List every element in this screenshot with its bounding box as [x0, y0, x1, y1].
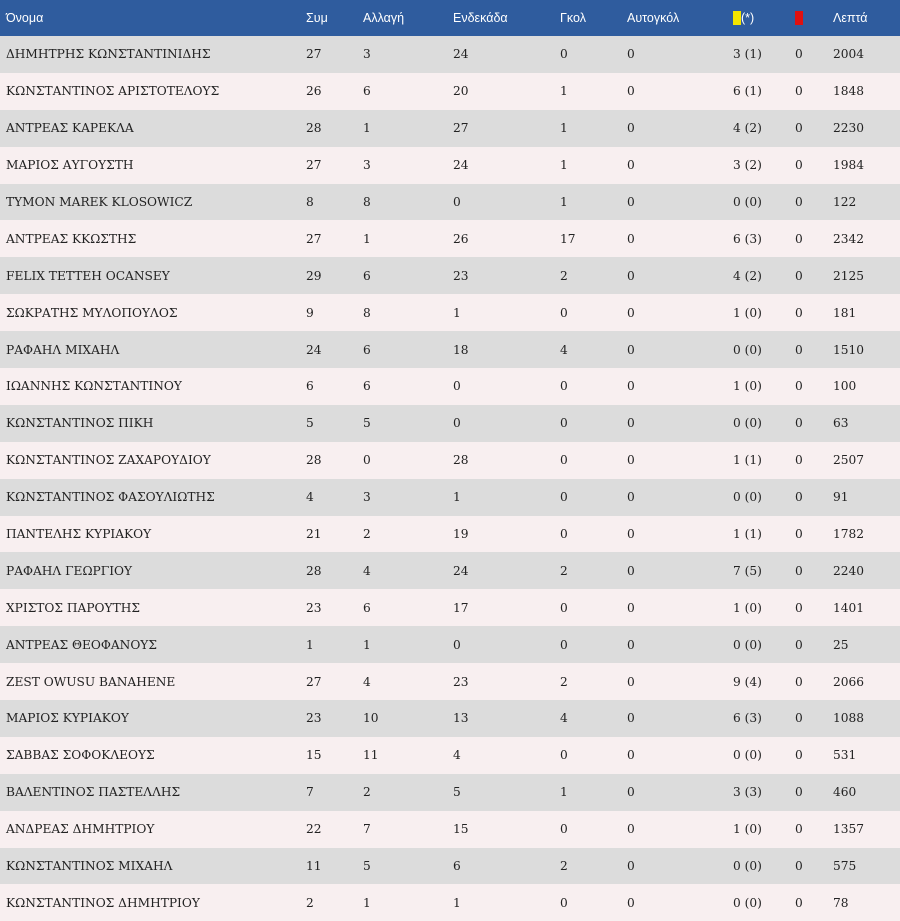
cell-appearances: 26 [306, 84, 322, 99]
cell-name: ΑΝΤΡΕΑΣ ΚΑΡΕΚΛΑ [6, 121, 134, 136]
cell-name: ΔΗΜΗΤΡΗΣ ΚΩΝΣΤΑΝΤΙΝΙΔΗΣ [6, 47, 211, 62]
cell-name: ΑΝΤΡΕΑΣ ΘΕΟΦΑΝΟΥΣ [6, 637, 157, 652]
cell-minutes: 25 [833, 637, 849, 652]
cell-goals: 1 [560, 121, 568, 136]
cell-minutes: 1984 [833, 158, 865, 173]
cell-yellow-cards: 1 (0) [733, 379, 762, 394]
cell-own-goals: 0 [627, 453, 635, 468]
cell-minutes: 1848 [833, 84, 865, 99]
cell-goals: 0 [560, 748, 568, 763]
cell-name: ΣΩΚΡΑΤΗΣ ΜΥΛΟΠΟΥΛΟΣ [6, 305, 178, 320]
cell-yellow-cards: 1 (1) [733, 453, 762, 468]
table-row [0, 73, 900, 110]
table-row [0, 110, 900, 147]
header-minutes[interactable]: Λεπτά [833, 11, 868, 25]
cell-appearances: 6 [306, 379, 314, 394]
cell-appearances: 2 [306, 895, 314, 910]
cell-substitutions: 5 [363, 859, 371, 874]
cell-name: ΜΑΡΙΟΣ ΚΥΡΙΑΚΟΥ [6, 711, 129, 726]
cell-red-cards: 0 [795, 231, 803, 246]
cell-minutes: 460 [833, 785, 857, 800]
cell-own-goals: 0 [627, 822, 635, 837]
cell-starts: 24 [453, 47, 469, 62]
cell-own-goals: 0 [627, 342, 635, 357]
cell-minutes: 575 [833, 859, 857, 874]
cell-starts: 23 [453, 268, 469, 283]
cell-minutes: 1401 [833, 600, 865, 615]
cell-goals: 1 [560, 158, 568, 173]
cell-minutes: 122 [833, 195, 857, 209]
cell-goals: 0 [560, 379, 568, 394]
cell-appearances: 8 [306, 195, 314, 209]
cell-appearances: 29 [306, 268, 322, 283]
header-red-cards[interactable] [795, 0, 833, 36]
cell-yellow-cards: 4 (2) [733, 268, 762, 283]
cell-own-goals: 0 [627, 711, 635, 726]
cell-minutes: 1088 [833, 711, 865, 726]
cell-name: ΚΩΝΣΤΑΝΤΙΝΟΣ ΑΡΙΣΤΟΤΕΛΟΥΣ [6, 84, 220, 99]
cell-yellow-cards: 0 (0) [733, 342, 762, 357]
cell-starts: 23 [453, 674, 469, 689]
table-row [0, 811, 900, 848]
cell-own-goals: 0 [627, 674, 635, 689]
cell-yellow-cards: 0 (0) [733, 416, 762, 431]
cell-goals: 0 [560, 600, 568, 615]
header-goals[interactable]: Γκολ [560, 11, 586, 25]
cell-goals: 4 [560, 711, 568, 726]
cell-goals: 2 [560, 674, 568, 689]
cell-goals: 17 [560, 231, 576, 246]
cell-name: ΠΑΝΤΕΛΗΣ ΚΥΡΙΑΚΟΥ [6, 527, 152, 542]
cell-red-cards: 0 [795, 600, 803, 615]
cell-red-cards: 0 [795, 342, 803, 357]
cell-name: ΚΩΝΣΤΑΝΤΙΝΟΣ ΔΗΜΗΤΡΙΟΥ [6, 895, 200, 910]
table-row [0, 257, 900, 294]
cell-minutes: 2066 [833, 674, 865, 689]
header-substitutions[interactable]: Αλλαγή [363, 11, 405, 25]
cell-name: ΙΩΑΝΝΗΣ ΚΩΝΣΤΑΝΤΙΝΟΥ [6, 379, 182, 394]
cell-substitutions: 1 [363, 895, 371, 910]
cell-name: ΑΝΔΡΕΑΣ ΔΗΜΗΤΡΙΟΥ [6, 822, 155, 837]
cell-yellow-cards: 4 (2) [733, 121, 762, 136]
cell-goals: 0 [560, 895, 568, 910]
cell-starts: 0 [453, 379, 461, 394]
cell-yellow-cards: 1 (0) [733, 305, 762, 320]
cell-yellow-cards: 0 (0) [733, 859, 762, 874]
cell-minutes: 2240 [833, 563, 865, 578]
cell-goals: 2 [560, 563, 568, 578]
cell-own-goals: 0 [627, 305, 635, 320]
cell-substitutions: 2 [363, 785, 371, 800]
cell-yellow-cards: 3 (2) [733, 158, 762, 173]
cell-yellow-cards: 6 (1) [733, 84, 762, 99]
cell-appearances: 7 [306, 785, 314, 800]
cell-own-goals: 0 [627, 195, 635, 209]
cell-substitutions: 3 [363, 158, 371, 173]
cell-goals: 0 [560, 637, 568, 652]
header-starts[interactable]: Ενδεκάδα [453, 11, 508, 25]
yellow-card-icon [733, 11, 741, 25]
cell-red-cards: 0 [795, 527, 803, 542]
cell-minutes: 2342 [833, 231, 865, 246]
cell-starts: 15 [453, 822, 469, 837]
cell-own-goals: 0 [627, 637, 635, 652]
cell-own-goals: 0 [627, 600, 635, 615]
cell-minutes: 78 [833, 895, 849, 910]
cell-own-goals: 0 [627, 158, 635, 173]
cell-goals: 1 [560, 785, 568, 800]
cell-starts: 0 [453, 637, 461, 652]
cell-red-cards: 0 [795, 637, 803, 652]
cell-substitutions: 0 [363, 453, 371, 468]
cell-own-goals: 0 [627, 748, 635, 763]
cell-red-cards: 0 [795, 158, 803, 173]
cell-starts: 0 [453, 416, 461, 431]
cell-appearances: 4 [306, 490, 314, 505]
cell-own-goals: 0 [627, 785, 635, 800]
cell-goals: 0 [560, 47, 568, 62]
cell-red-cards: 0 [795, 748, 803, 763]
cell-name: ΡΑΦΑΗΛ ΜΙΧΑΗΛ [6, 342, 120, 357]
cell-goals: 0 [560, 305, 568, 320]
cell-yellow-cards: 6 (3) [733, 711, 762, 726]
cell-goals: 0 [560, 527, 568, 542]
table-row [0, 737, 900, 774]
cell-substitutions: 6 [363, 600, 371, 615]
table-header-row [0, 0, 900, 36]
cell-own-goals: 0 [627, 121, 635, 136]
cell-minutes: 63 [833, 416, 849, 431]
cell-appearances: 1 [306, 637, 314, 652]
red-card-icon [795, 11, 803, 25]
cell-appearances: 27 [306, 674, 322, 689]
cell-red-cards: 0 [795, 416, 803, 431]
cell-substitutions: 6 [363, 268, 371, 283]
cell-minutes: 1510 [833, 342, 865, 357]
cell-yellow-cards: 0 (0) [733, 748, 762, 763]
cell-appearances: 27 [306, 158, 322, 173]
cell-name: ΑΝΤΡΕΑΣ ΚΚΩΣΤΗΣ [6, 231, 137, 246]
cell-starts: 20 [453, 84, 469, 99]
cell-minutes: 531 [833, 748, 857, 763]
cell-yellow-cards: 1 (1) [733, 527, 762, 542]
cell-appearances: 27 [306, 47, 322, 62]
cell-minutes: 2125 [833, 268, 865, 283]
cell-goals: 2 [560, 859, 568, 874]
cell-own-goals: 0 [627, 416, 635, 431]
cell-appearances: 9 [306, 305, 314, 320]
table-row [0, 36, 900, 73]
cell-goals: 1 [560, 195, 568, 209]
cell-name: ZEST OWUSU BANAHENE [6, 674, 176, 689]
cell-substitutions: 4 [363, 563, 371, 578]
cell-name: ΚΩΝΣΤΑΝΤΙΝΟΣ ΠΙΚΗ [6, 416, 154, 431]
header-name[interactable]: Όνομα [6, 11, 44, 25]
cell-substitutions: 6 [363, 84, 371, 99]
cell-appearances: 21 [306, 527, 322, 542]
cell-name: ΣΑΒΒΑΣ ΣΟΦΟΚΛΕΟΥΣ [6, 748, 155, 763]
cell-starts: 27 [453, 121, 469, 136]
table-row [0, 368, 900, 405]
cell-red-cards: 0 [795, 379, 803, 394]
cell-red-cards: 0 [795, 47, 803, 62]
cell-minutes: 2507 [833, 453, 865, 468]
table-row [0, 848, 900, 885]
cell-goals: 0 [560, 822, 568, 837]
table-row [0, 663, 900, 700]
table-row [0, 626, 900, 663]
cell-substitutions: 3 [363, 47, 371, 62]
cell-own-goals: 0 [627, 47, 635, 62]
table-row [0, 442, 900, 479]
cell-appearances: 23 [306, 711, 322, 726]
cell-yellow-cards: 0 (0) [733, 490, 762, 505]
cell-minutes: 181 [833, 305, 857, 320]
cell-goals: 4 [560, 342, 568, 357]
cell-substitutions: 6 [363, 342, 371, 357]
cell-minutes: 1357 [833, 822, 865, 837]
cell-yellow-cards: 0 (0) [733, 195, 762, 209]
cell-starts: 0 [453, 195, 461, 209]
table-row [0, 220, 900, 257]
cell-starts: 28 [453, 453, 469, 468]
cell-substitutions: 4 [363, 674, 371, 689]
table-row [0, 405, 900, 442]
cell-own-goals: 0 [627, 895, 635, 910]
cell-name: TYMON MAREK KLOSOWICZ [6, 195, 193, 209]
cell-red-cards: 0 [795, 305, 803, 320]
cell-red-cards: 0 [795, 563, 803, 578]
cell-name: ΜΑΡΙΟΣ ΑΥΓΟΥΣΤΗ [6, 158, 134, 173]
header-yellow-cards[interactable] [733, 0, 795, 36]
cell-starts: 24 [453, 563, 469, 578]
cell-appearances: 5 [306, 416, 314, 431]
table-row [0, 774, 900, 811]
cell-appearances: 22 [306, 822, 322, 837]
cell-goals: 0 [560, 490, 568, 505]
table-row [0, 589, 900, 626]
table-row [0, 331, 900, 368]
cell-yellow-cards: 1 (0) [733, 822, 762, 837]
cell-goals: 0 [560, 453, 568, 468]
cell-own-goals: 0 [627, 268, 635, 283]
cell-starts: 26 [453, 231, 469, 246]
cell-yellow-cards: 6 (3) [733, 231, 762, 246]
cell-red-cards: 0 [795, 268, 803, 283]
cell-red-cards: 0 [795, 195, 803, 209]
cell-substitutions: 3 [363, 490, 371, 505]
header-own-goals[interactable]: Αυτογκόλ [627, 11, 680, 25]
cell-yellow-cards: 3 (3) [733, 785, 762, 800]
cell-name: ΧΡΙΣΤΟΣ ΠΑΡΟΥΤΗΣ [6, 600, 140, 615]
cell-own-goals: 0 [627, 563, 635, 578]
cell-starts: 18 [453, 342, 469, 357]
cell-own-goals: 0 [627, 379, 635, 394]
cell-yellow-cards: 9 (4) [733, 674, 762, 689]
cell-appearances: 27 [306, 231, 322, 246]
cell-substitutions: 5 [363, 416, 371, 431]
table-row [0, 516, 900, 553]
cell-red-cards: 0 [795, 121, 803, 136]
cell-red-cards: 0 [795, 490, 803, 505]
cell-starts: 1 [453, 895, 461, 910]
cell-starts: 24 [453, 158, 469, 173]
cell-substitutions: 1 [363, 121, 371, 136]
cell-appearances: 23 [306, 600, 322, 615]
cell-red-cards: 0 [795, 895, 803, 910]
table-row [0, 552, 900, 589]
cell-goals: 2 [560, 268, 568, 283]
cell-red-cards: 0 [795, 453, 803, 468]
cell-yellow-cards: 3 (1) [733, 47, 762, 62]
cell-name: ΡΑΦΑΗΛ ΓΕΩΡΓΙΟΥ [6, 563, 133, 578]
header-appearances[interactable]: Συμ [306, 11, 328, 25]
cell-starts: 13 [453, 711, 469, 726]
yellow-cards-suffix: (*) [741, 11, 755, 25]
cell-appearances: 15 [306, 748, 322, 763]
cell-yellow-cards: 1 (0) [733, 600, 762, 615]
cell-starts: 1 [453, 490, 461, 505]
cell-name: FELIX TETTEH OCANSEY [6, 268, 170, 283]
cell-substitutions: 11 [363, 748, 379, 763]
cell-appearances: 28 [306, 563, 322, 578]
cell-substitutions: 7 [363, 822, 371, 837]
table-body [0, 36, 900, 921]
cell-red-cards: 0 [795, 711, 803, 726]
cell-own-goals: 0 [627, 490, 635, 505]
cell-yellow-cards: 0 (0) [733, 637, 762, 652]
cell-appearances: 11 [306, 859, 322, 874]
cell-own-goals: 0 [627, 231, 635, 246]
cell-red-cards: 0 [795, 674, 803, 689]
cell-starts: 17 [453, 600, 469, 615]
cell-appearances: 28 [306, 453, 322, 468]
cell-minutes: 2230 [833, 121, 865, 136]
cell-substitutions: 6 [363, 379, 371, 394]
cell-red-cards: 0 [795, 859, 803, 874]
table-row [0, 147, 900, 184]
cell-substitutions: 8 [363, 305, 371, 320]
cell-yellow-cards: 7 (5) [733, 563, 762, 578]
table-row [0, 294, 900, 331]
cell-starts: 6 [453, 859, 461, 874]
cell-minutes: 91 [833, 490, 849, 505]
cell-red-cards: 0 [795, 822, 803, 837]
cell-name: ΒΑΛΕΝΤΙΝΟΣ ΠΑΣΤΕΛΛΗΣ [6, 785, 181, 800]
cell-appearances: 28 [306, 121, 322, 136]
cell-starts: 19 [453, 527, 469, 542]
cell-substitutions: 2 [363, 527, 371, 542]
cell-starts: 1 [453, 305, 461, 320]
table-row [0, 700, 900, 737]
cell-red-cards: 0 [795, 84, 803, 99]
cell-minutes: 2004 [833, 47, 865, 62]
cell-goals: 0 [560, 416, 568, 431]
cell-name: ΚΩΝΣΤΑΝΤΙΝΟΣ ΦΑΣΟΥΛΙΩΤΗΣ [6, 490, 215, 505]
cell-red-cards: 0 [795, 785, 803, 800]
cell-own-goals: 0 [627, 84, 635, 99]
cell-substitutions: 1 [363, 637, 371, 652]
cell-own-goals: 0 [627, 859, 635, 874]
cell-substitutions: 1 [363, 231, 371, 246]
cell-name: ΚΩΝΣΤΑΝΤΙΝΟΣ ΖΑΧΑΡΟΥΔΙΟΥ [6, 453, 211, 468]
cell-minutes: 1782 [833, 527, 865, 542]
cell-starts: 5 [453, 785, 461, 800]
cell-own-goals: 0 [627, 527, 635, 542]
cell-name: ΚΩΝΣΤΑΝΤΙΝΟΣ ΜΙΧΑΗΛ [6, 859, 173, 874]
table-row [0, 479, 900, 516]
cell-yellow-cards: 0 (0) [733, 895, 762, 910]
cell-minutes: 100 [833, 379, 857, 394]
cell-goals: 1 [560, 84, 568, 99]
cell-substitutions: 8 [363, 195, 371, 209]
cell-substitutions: 10 [363, 711, 379, 726]
table-row [0, 184, 900, 221]
cell-starts: 4 [453, 748, 461, 763]
cell-appearances: 24 [306, 342, 322, 357]
